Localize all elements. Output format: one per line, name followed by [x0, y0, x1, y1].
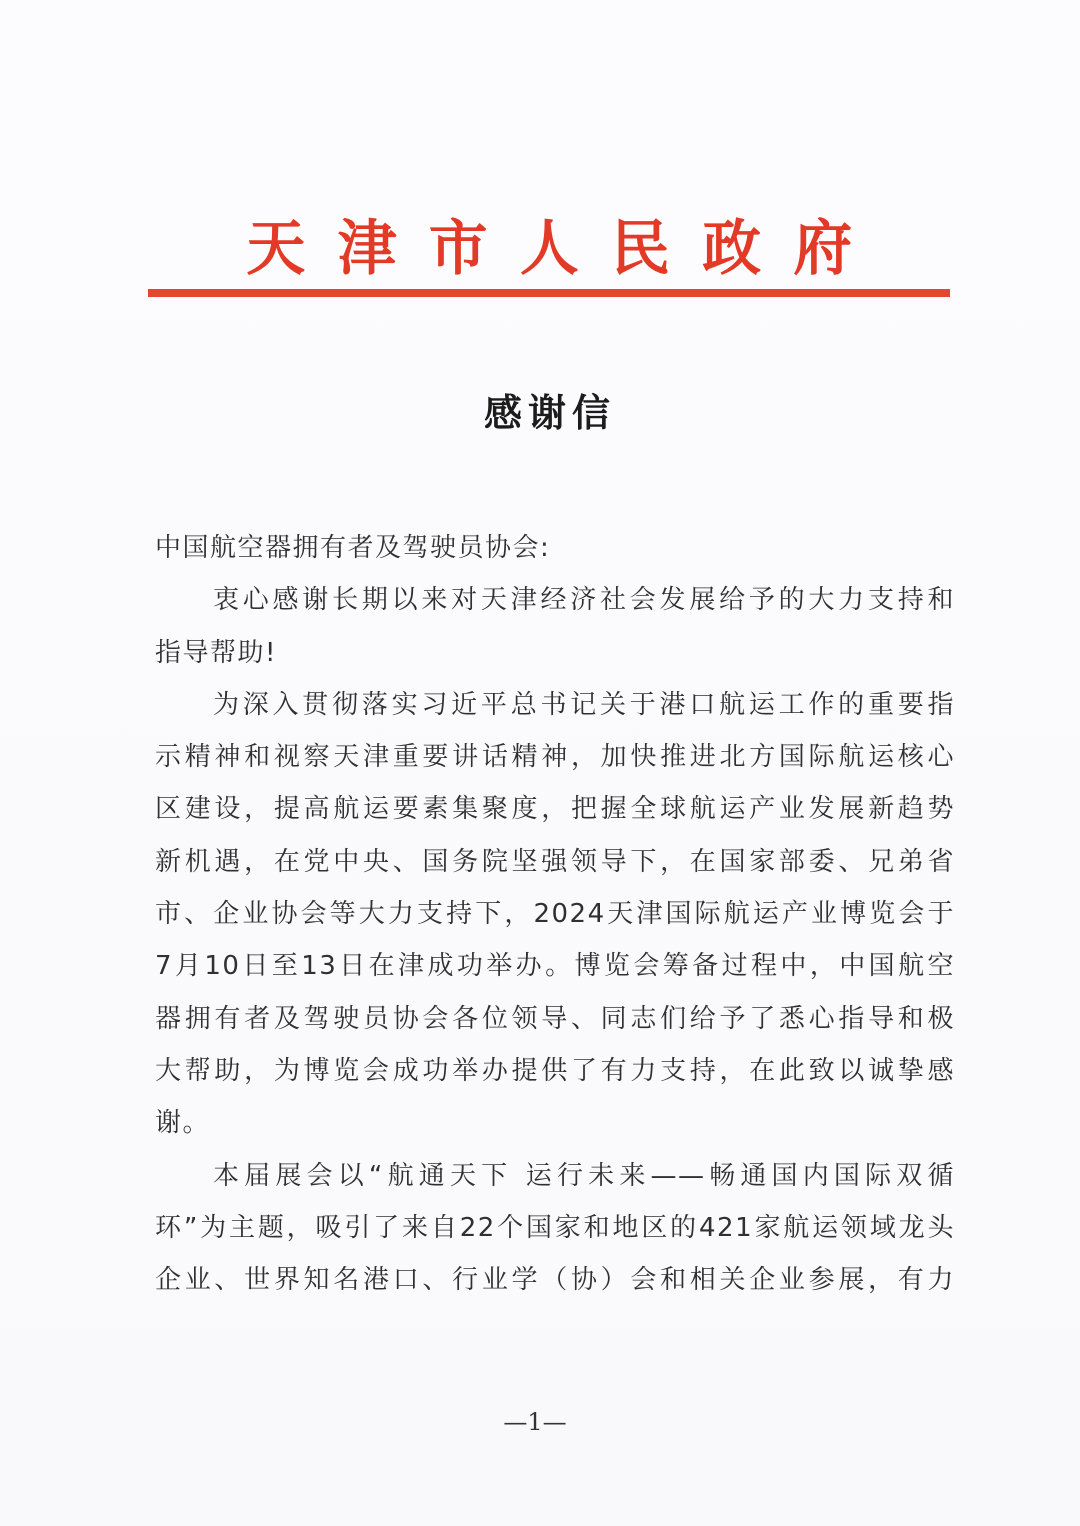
body-line: 衷心感谢长期以来对天津经济社会发展给予的大力支持和	[213, 585, 955, 616]
masthead	[148, 202, 950, 286]
body-line: 指导帮助!	[155, 637, 277, 668]
masthead-red-rule	[148, 289, 950, 297]
body-line: 谢。	[155, 1108, 211, 1139]
body-line: 7月10日至13日在津成功举办。博览会筹备过程中，中国航空	[155, 951, 955, 982]
body-line: 企业、世界知名港口、行业学（协）会和相关企业参展，有力	[155, 1265, 955, 1296]
masthead-title: 天津市人民政府	[246, 214, 885, 284]
letter-body	[155, 522, 955, 1306]
body-line: 本届展会以“航通天下 运行未来——畅通国内国际双循	[213, 1160, 955, 1191]
body-line: 市、企业协会等大力支持下，2024天津国际航运产业博览会于	[155, 899, 955, 930]
page-number: —1—	[503, 1408, 567, 1436]
body-line: 示精神和视察天津重要讲话精神，加快推进北方国际航运核心	[155, 742, 955, 773]
body-line: 区建设，提高航运要素集聚度，把握全球航运产业发展新趋势	[155, 794, 955, 825]
salutation: 中国航空器拥有者及驾驶员协会:	[155, 533, 551, 563]
document-title: 感谢信	[483, 391, 616, 435]
body-line: 为深入贯彻落实习近平总书记关于港口航运工作的重要指	[213, 689, 955, 720]
body-line: 新机遇，在党中央、国务院坚强领导下，在国家部委、兄弟省	[155, 846, 955, 877]
body-line: 环”为主题，吸引了来自22个国家和地区的421家航运领域龙头	[155, 1212, 955, 1243]
body-line: 器拥有者及驾驶员协会各位领导、同志们给予了悉心指导和极	[155, 1003, 955, 1034]
body-line: 大帮助，为博览会成功举办提供了有力支持，在此致以诚挚感	[155, 1055, 955, 1086]
